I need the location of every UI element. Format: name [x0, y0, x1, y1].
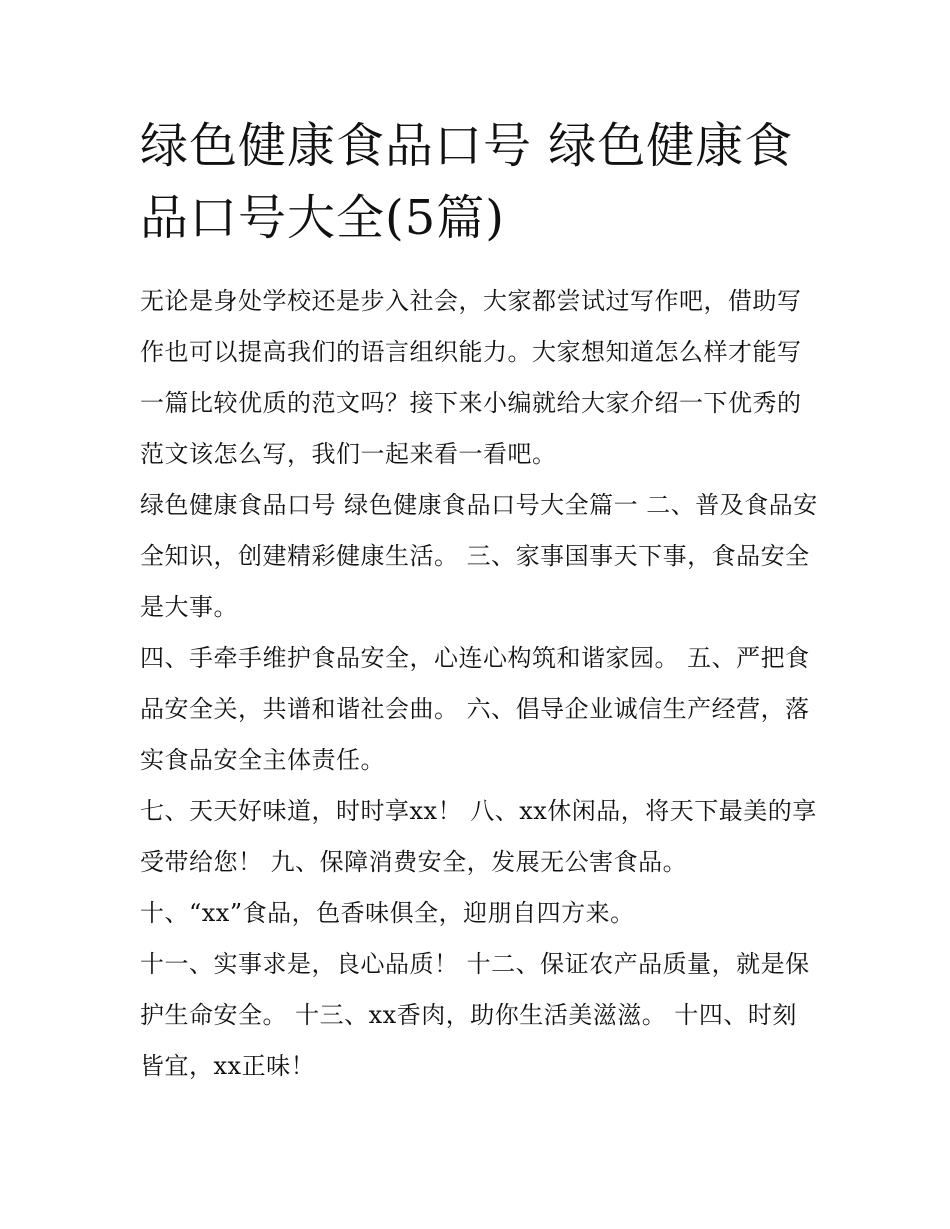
paragraph-slogans-5: 十一、实事求是，良心品质！ 十二、保证农产品质量，就是保护生命安全。 十三、xx香肉，助你生活美滋滋。 十四、时刻皆宜，xx正味！ [140, 950, 810, 1080]
paragraph-slogans-1: 绿色健康食品口号 绿色健康食品口号大全篇一 二、普及食品安全知识，创建精彩健康生活。 三、家事国事天下事，食品安全是大事。 [140, 491, 818, 621]
document-page [140, 110, 820, 1092]
paragraph-slogans-3: 七、天天好味道，时时享xx！ 八、xx休闲品，将天下最美的享受带给您！ 九、保障消费安全，发展无公害食品。 [140, 797, 817, 876]
document-title: 绿色健康食品口号 绿色健康食品口号大全(5篇) [140, 118, 794, 246]
paragraph-intro: 无论是身处学校还是步入社会，大家都尝试过写作吧，借助写作也可以提高我们的语言组织能力。大家想知道怎么样才能写一篇比较优质的范文吗？接下来小编就给大家介绍一下优秀的范文该怎么写，我们一起来看一看吧。 [140, 287, 802, 468]
paragraph-slogans-4: 十、“xx”食品，色香味俱全，迎朋自四方来。 [140, 899, 635, 927]
paragraph-slogans-2: 四、手牵手维护食品安全，心连心构筑和谐家园。 五、严把食品安全关，共谱和谐社会曲。 六、倡导企业诚信生产经营，落实食品安全主体责任。 [140, 644, 810, 774]
